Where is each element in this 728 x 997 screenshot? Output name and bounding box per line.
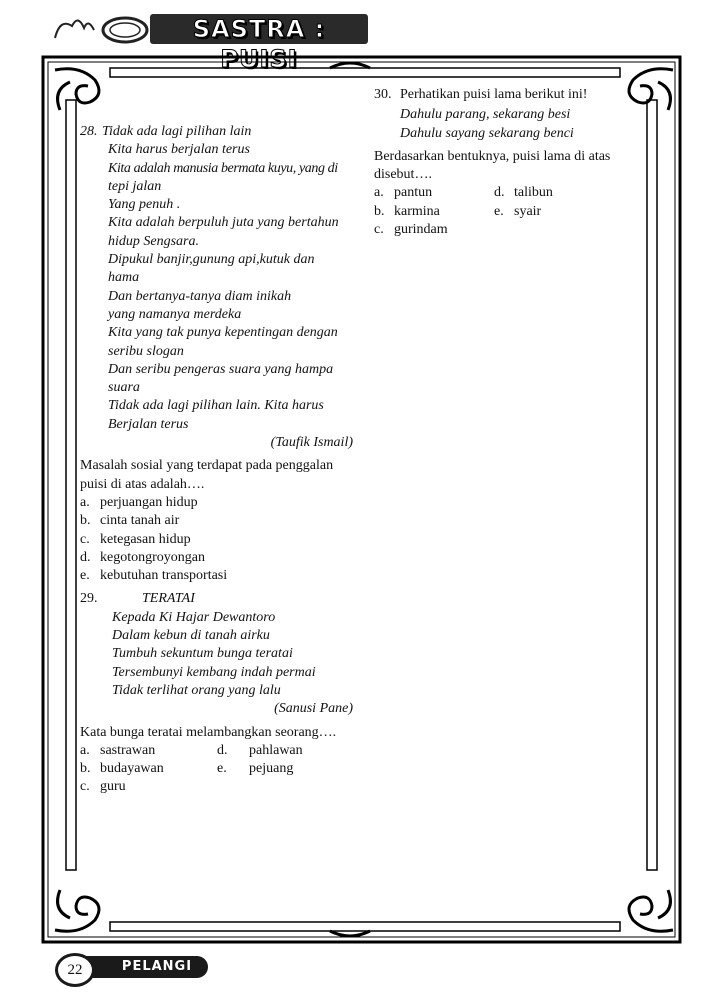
- poem-line: tepi jalan: [108, 178, 162, 194]
- question-number: 29.: [80, 591, 98, 607]
- answer-option: d. kegotongroyongan: [80, 549, 205, 565]
- question-text: Kata bunga teratai melambangkan seorang….: [80, 724, 337, 740]
- answer-option: b. cinta tanah air: [80, 513, 180, 529]
- answer-option: a. perjuangan hidup: [80, 494, 198, 510]
- poem-title-line: [80, 590, 353, 608]
- poem-title: TERATAI: [142, 591, 195, 607]
- poem-line: Tidak terlihat orang yang lalu: [112, 682, 281, 698]
- poem-line: Kita yang tak punya kepentingan dengan: [108, 325, 338, 341]
- question-text: Berdasarkan bentuknya, puisi lama di atas: [374, 148, 611, 164]
- poem-line: Kita harus berjalan terus: [108, 142, 250, 158]
- poem-author: (Sanusi Pane): [274, 701, 353, 717]
- page-number: 22: [67, 962, 83, 978]
- question-29: [80, 590, 353, 796]
- footer-publisher-name: PELANGI: [121, 959, 193, 974]
- poem-line: 28. Tidak ada lagi pilihan lain: [80, 123, 353, 141]
- poem-line: Tersembunyi kembang indah permai: [112, 664, 316, 680]
- question-text: puisi di atas adalah….: [80, 476, 205, 492]
- page-header-title: SASTRA : PUISI: [192, 15, 326, 73]
- question-text: Masalah sosial yang terdapat pada penggalan: [80, 458, 334, 474]
- right-column: [374, 86, 610, 239]
- poem-line: Dan bertanya-tanya diam inikah: [108, 288, 292, 304]
- poem-line: suara: [108, 380, 140, 396]
- answer-option: b. karmina e. syair: [374, 203, 542, 219]
- left-column: [80, 123, 353, 797]
- question-text: disebut….: [374, 167, 432, 183]
- poem-line: Dan seribu pengeras suara yang hampa: [108, 361, 334, 377]
- poem-line: hidup Sengsara.: [108, 233, 199, 249]
- poem-line: Dahulu parang, sekarang besi: [400, 107, 571, 123]
- poem-line: seribu slogan: [108, 343, 184, 359]
- poem-line: Tidak ada lagi pilihan lain. Kita harus: [108, 398, 324, 414]
- answer-option: b. budayawan e. pejuang: [80, 761, 294, 777]
- question-30: [374, 86, 610, 239]
- poem-line: Yang penuh .: [108, 197, 181, 213]
- answer-option: a. sastrawan d. pahlawan: [80, 742, 303, 758]
- poem-line: hama: [108, 270, 140, 286]
- poem-line: Kita adalah berpuluh juta yang bertahun: [108, 215, 339, 231]
- answer-option: c. guru: [80, 779, 126, 795]
- question-intro: 30. Perhatikan puisi lama berikut ini!: [374, 86, 610, 104]
- question-number: 28.: [80, 124, 98, 139]
- poem-line: Kita adalah manusia bermata kuyu, yang di: [108, 160, 338, 176]
- answer-option: e. kebutuhan transportasi: [80, 568, 228, 584]
- answer-option: c. gurindam: [374, 222, 448, 238]
- answer-option: c. ketegasan hidup: [80, 531, 191, 547]
- poem-line: Berjalan terus: [108, 416, 189, 432]
- question-number: 30.: [374, 87, 392, 102]
- poem-line: yang namanya merdeka: [108, 306, 242, 322]
- answer-option: a. pantun d. talibun: [374, 185, 553, 201]
- poem-line: Dahulu sayang sekarang benci: [400, 125, 574, 141]
- poem-line: Dipukul banjir,gunung api,kutuk dan: [108, 252, 315, 268]
- poem-line: Dalam kebun di tanah airku: [112, 628, 270, 644]
- poem-line: Kepada Ki Hajar Dewantoro: [112, 609, 276, 625]
- question-28: [80, 123, 353, 585]
- poem-line: Tumbuh sekuntum bunga teratai: [112, 646, 293, 662]
- poem-author: (Taufik Ismail): [270, 435, 353, 451]
